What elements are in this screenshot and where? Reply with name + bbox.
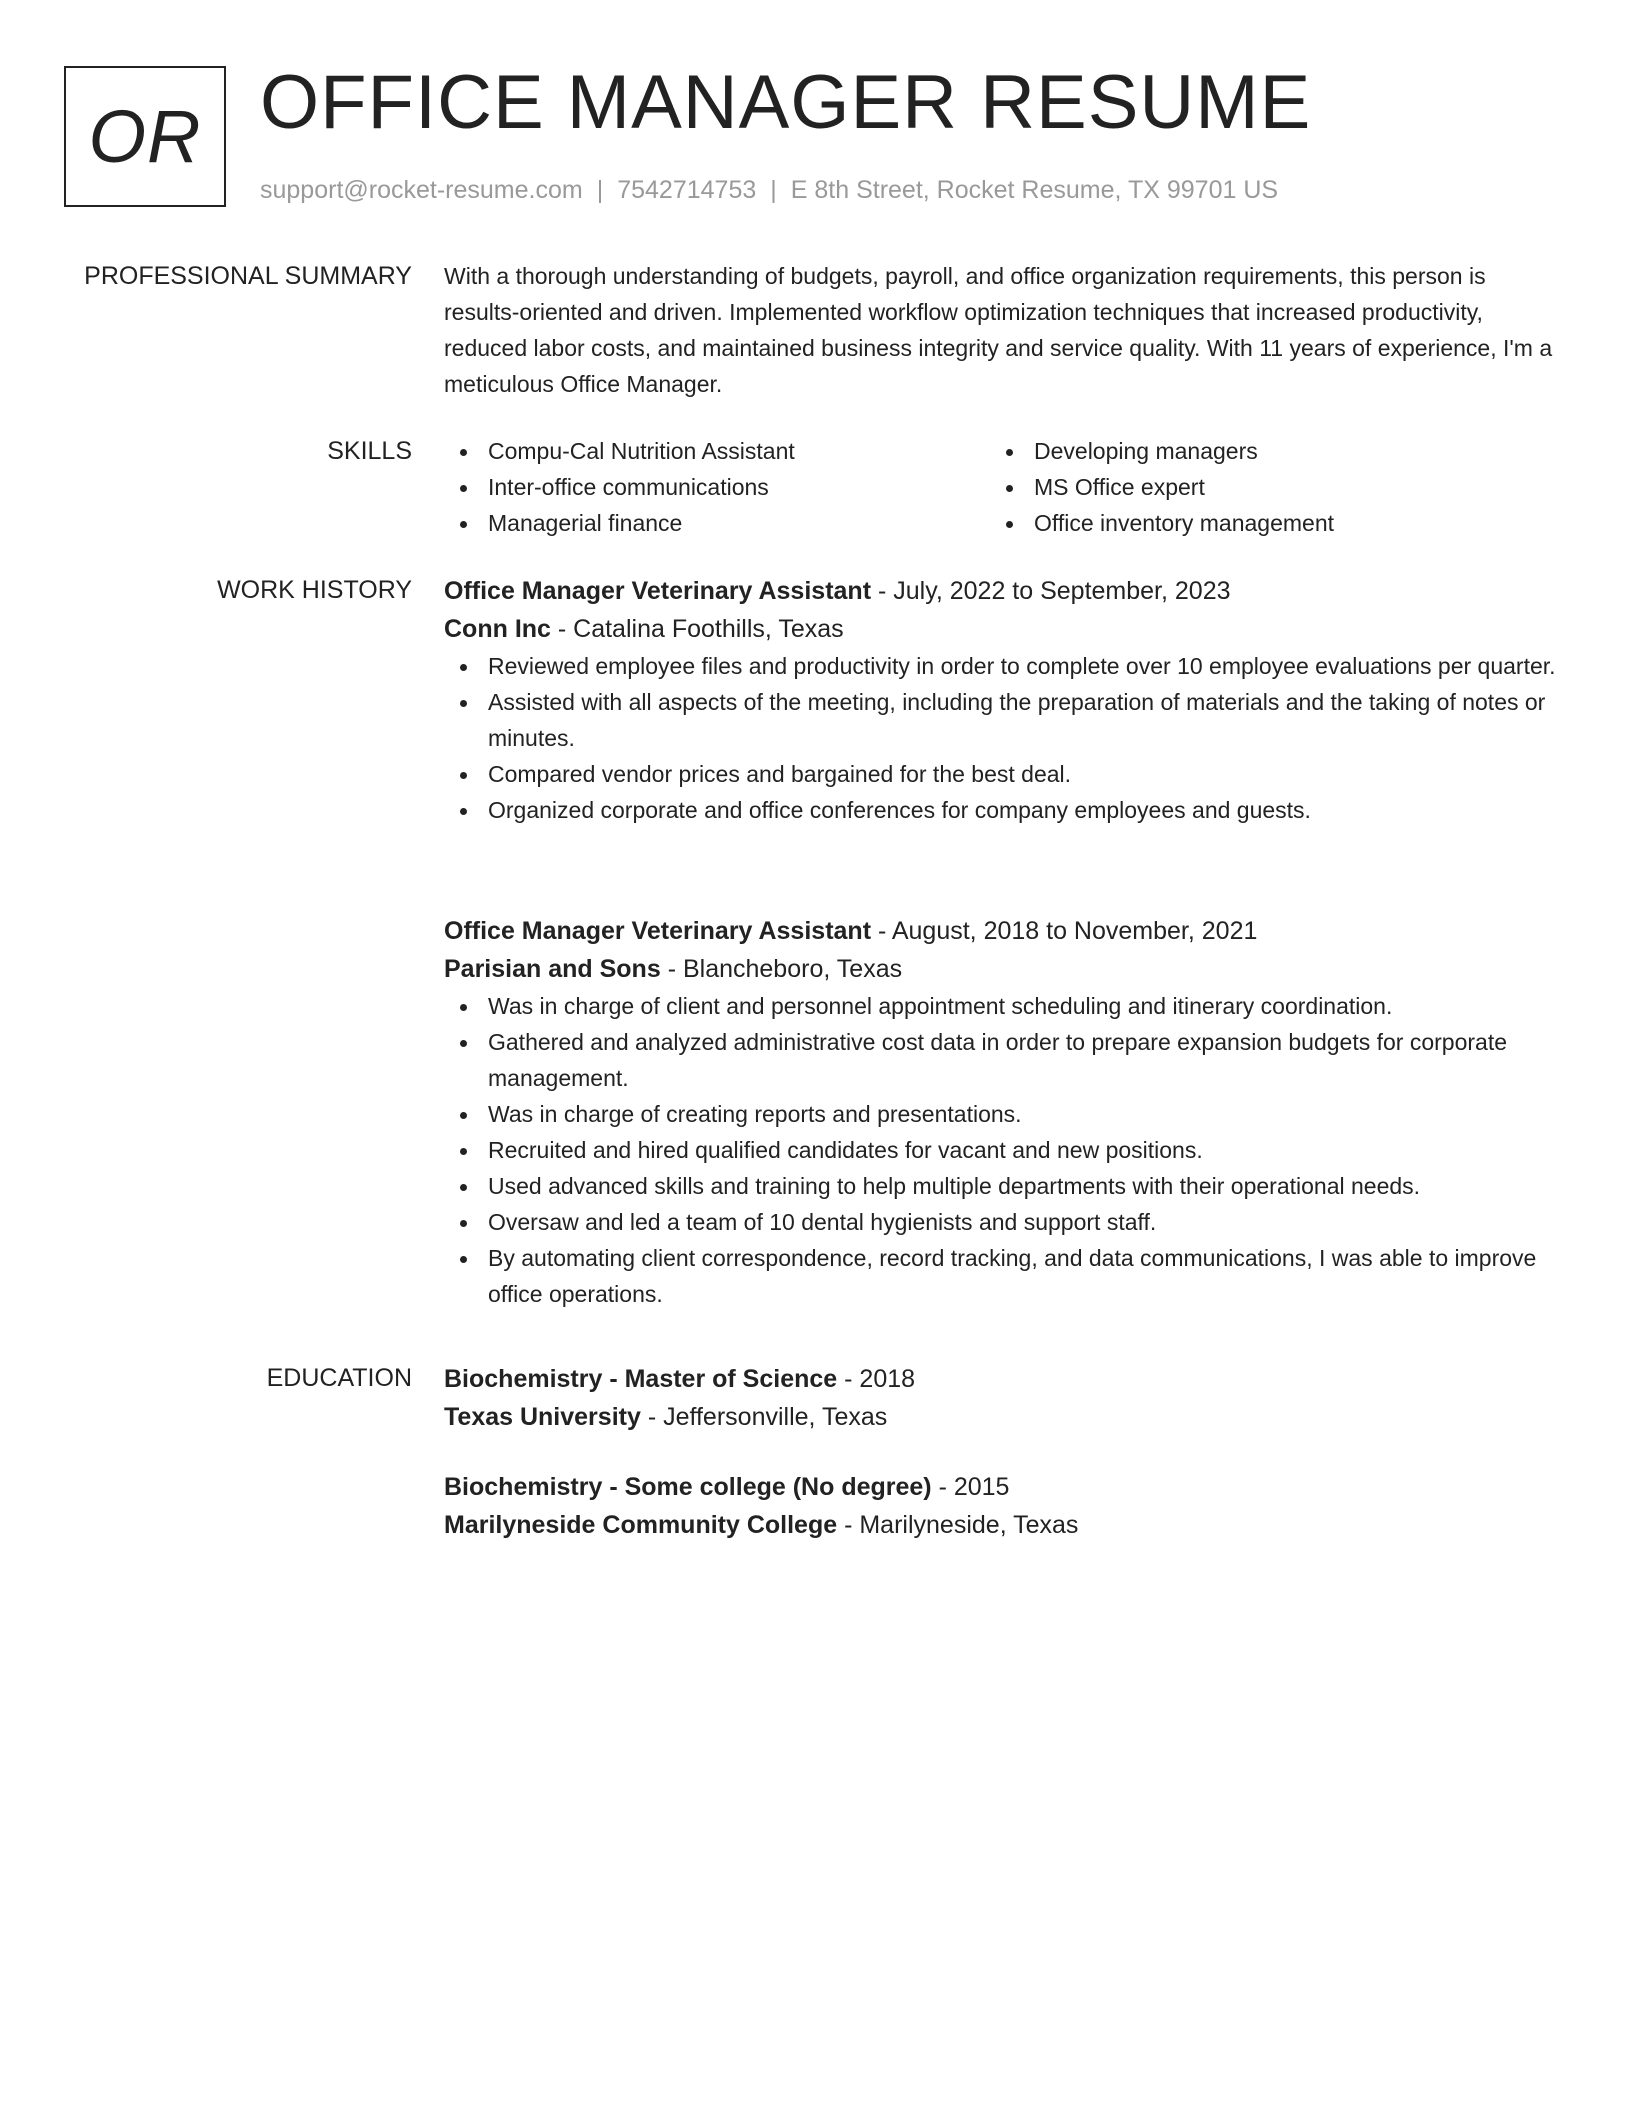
education-school-line xyxy=(444,1398,1556,1436)
page-title: OFFICE MANAGER RESUME xyxy=(260,60,1312,145)
skill-item: Developing managers xyxy=(990,433,1536,469)
contact-address: E 8th Street, Rocket Resume, TX 99701 US xyxy=(790,176,1279,204)
contact-phone: 7542714753 xyxy=(617,176,757,204)
skill-item: Compu-Cal Nutrition Assistant xyxy=(444,433,990,469)
education-body xyxy=(444,1360,1556,1544)
job-company-line xyxy=(444,610,1556,648)
skills-grid xyxy=(444,433,1556,541)
education-degree: Biochemistry - Master of Science xyxy=(444,1365,838,1393)
work-history-body xyxy=(444,912,1556,1312)
skill-item: Inter-office communications xyxy=(444,469,990,505)
education-degree-line xyxy=(444,1360,1556,1398)
job-duty: Used advanced skills and training to help multiple departments with their operational needs. xyxy=(444,1168,1556,1204)
job-duty: Organized corporate and office conferences for company employees and guests. xyxy=(444,792,1556,828)
job-title-line xyxy=(444,572,1556,610)
education-heading: EDUCATION xyxy=(266,1364,412,1392)
job-entry xyxy=(444,572,1556,828)
job-duty: Oversaw and led a team of 10 dental hygienists and support staff. xyxy=(444,1204,1556,1240)
job-duty: Was in charge of creating reports and presentations. xyxy=(444,1096,1556,1132)
work-history-heading: WORK HISTORY xyxy=(217,576,412,604)
summary-heading: PROFESSIONAL SUMMARY xyxy=(84,262,412,290)
summary-body xyxy=(444,258,1556,402)
job-title-line xyxy=(444,912,1556,950)
job-duties-list xyxy=(444,988,1556,1312)
education-degree-line xyxy=(444,1468,1556,1506)
education-year: - 2018 xyxy=(837,1365,916,1393)
education-location: - Marilyneside, Texas xyxy=(837,1511,1079,1539)
skill-item: Office inventory management xyxy=(990,505,1536,541)
job-duty: Compared vendor prices and bargained for the best deal. xyxy=(444,756,1556,792)
work-history-body xyxy=(444,572,1556,828)
monogram-logo: OR xyxy=(64,66,226,207)
job-duty: Was in charge of client and personnel appointment scheduling and itinerary coordination. xyxy=(444,988,1556,1024)
job-title: Office Manager Veterinary Assistant xyxy=(444,577,872,605)
skill-item: MS Office expert xyxy=(990,469,1536,505)
contact-email: support@rocket-resume.com xyxy=(260,176,583,204)
skill-item: Managerial finance xyxy=(444,505,990,541)
contact-separator: | xyxy=(596,176,604,204)
education-school: Marilyneside Community College xyxy=(444,1511,838,1539)
job-dates: - August, 2018 to November, 2021 xyxy=(871,917,1258,945)
job-dates: - July, 2022 to September, 2023 xyxy=(871,577,1231,605)
education-degree: Biochemistry - Some college (No degree) xyxy=(444,1473,932,1501)
job-location: - Catalina Foothills, Texas xyxy=(550,615,844,643)
education-entry xyxy=(444,1468,1556,1544)
job-entry xyxy=(444,912,1556,1312)
job-duties-list xyxy=(444,648,1556,828)
job-duty: Recruited and hired qualified candidates for vacant and new positions. xyxy=(444,1132,1556,1168)
contact-line xyxy=(260,172,1278,208)
job-company: Conn Inc xyxy=(444,615,551,643)
job-duty: Gathered and analyzed administrative cost data in order to prepare expansion budgets for corporate management. xyxy=(444,1024,1556,1096)
job-duty: Assisted with all aspects of the meeting, including the preparation of materials and the taking of notes or minutes. xyxy=(444,684,1556,756)
education-school: Texas University xyxy=(444,1403,641,1431)
job-company-line xyxy=(444,950,1556,988)
skills-column-right xyxy=(990,433,1536,541)
summary-text: With a thorough understanding of budgets, payroll, and office organization requirements, this person is results-oriented and driven. Implemented workflow optimization techniques that increased productivity, reduced labor costs, and maintained business integrity and service quality. With 11 years of experience, I'm a meticulous Office Manager. xyxy=(444,263,1553,397)
job-location: - Blancheboro, Texas xyxy=(660,955,903,983)
education-location: - Jeffersonville, Texas xyxy=(640,1403,888,1431)
job-title: Office Manager Veterinary Assistant xyxy=(444,917,872,945)
skills-column-left xyxy=(444,433,990,541)
job-duty: By automating client correspondence, record tracking, and data communications, I was able to improve office operations. xyxy=(444,1240,1556,1312)
job-company: Parisian and Sons xyxy=(444,955,661,983)
contact-separator: | xyxy=(770,176,777,204)
education-entry xyxy=(444,1360,1556,1436)
job-duty: Reviewed employee files and productivity in order to complete over 10 employee evaluations per quarter. xyxy=(444,648,1556,684)
education-school-line xyxy=(444,1506,1556,1544)
skills-heading: SKILLS xyxy=(327,437,412,465)
skills-body xyxy=(444,433,1556,541)
education-year: - 2015 xyxy=(931,1473,1010,1501)
